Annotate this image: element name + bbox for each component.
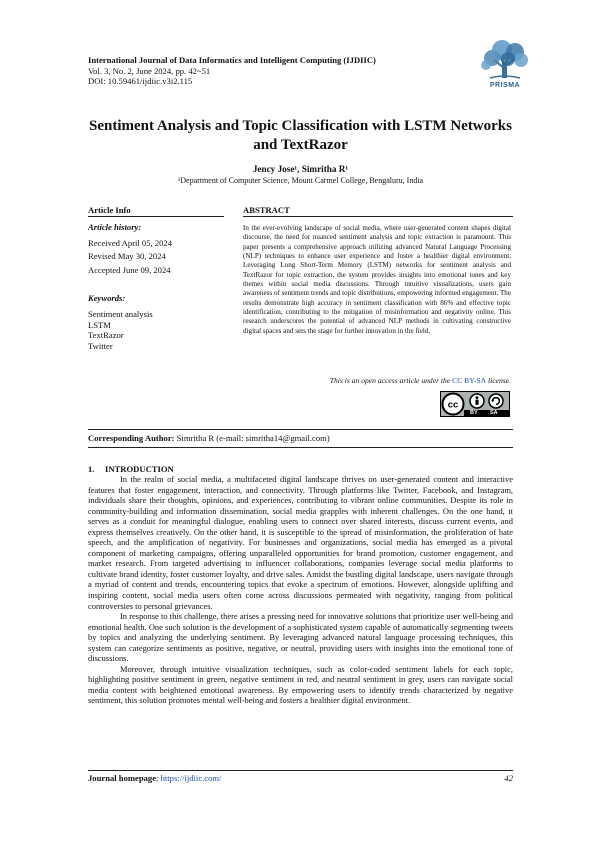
license-statement [243,376,511,385]
footer-rule [88,770,513,771]
homepage-link[interactable]: https://ijdiic.com/ [160,773,222,783]
license-suffix: license. [488,376,511,385]
intro-paragraph: In the realm of social media, a multifaceted digital landscape thrives on user-generated content and interactive features that foster engagement, interaction, and connectivity. Through platforms like Twitter, Facebook, and Instagram, individuals share their thoughts, opinions, and experiences, contributing to vibrant online communities. Despite its role in community-building and information dissemination, social media grapples with inherent challenges. On the one hand, it serves as a conduit for meaningful dialogue, enabling users to connect over shared interests, discuss current events, and express themselves creatively. On the other hand, it is susceptible to the spread of misinformation, the proliferation of hate speech, and the amplification of negativity. For businesses and organizations, social media has emerged as a pivotal component of marketing campaigns, offering unparalleled opportunities for brand promotion, customer engagement, and market research. From targeted advertising to influencer collaborations, companies leverage social media platforms to cultivate brand identity, foster customer loyalty, and drive sales. Amidst the bustling digital landscape, users navigate through a myriad of content and trends, encountering topics that evoke a spectrum of emotions. However, alongside uplifting and inspiring content, social media users often come across discussions permeated with negativity, ranging from political controversies to personal grievances. [88,474,513,611]
keywords-heading: Keywords: [88,293,126,304]
section-number: 1. [88,464,95,474]
affiliation: ¹Department of Computer Science, Mount Carmel College, Bengaluru, India [177,176,424,185]
abstract-rule [243,216,513,217]
corresponding-author [88,433,513,443]
homepage-label: Journal homepage [88,773,157,783]
corresponding-text: Simritha R (e-mail: simritha14@gmail.com) [176,433,330,443]
article-info-rule [88,216,224,217]
corresponding-top-rule [88,429,513,430]
cc-by-sa-link[interactable]: CC BY-SA [452,376,487,385]
revised-date: Revised May 30, 2024 [88,251,166,262]
article-info-column [88,222,224,351]
journal-name: International Journal of Data Informatics and Intelligent Computing (IJDIIC) [88,55,376,65]
keyword-item: Twitter [88,340,113,351]
keyword-item: LSTM [88,319,111,330]
abstract-text: In the ever-evolving landscape of social media, where user-generated content shapes digital discourse, the need for nuanced sentiment analysis and topic extraction is paramount. This paper presents a comprehensive approach utilizing advanced Natural Language Processing (NLP) techniques to enhance user experience and foster a healthier digital environment. Leveraging Long Short-Term Memory (LSTM) networks for sentiment analysis and TextRazor for topic extraction, the system provides insights into emotional tones and key themes within social media discussions. Through intuitive visualizations, users gain awareness of sentiment trends and topic distributions, empowering informed engagement. The results demonstrate high accuracy in sentiment classification with 86% and effective topic identification, contributing to the mitigation of misinformation and negativity online. This research underscores the potential of advanced NLP methods in cultivating constructive digital spaces and sets the stage for further innovation in the field. [243,224,511,335]
journal-header [88,55,468,87]
page-footer: Journal homepage: https://ijdiic.com/ 42 [88,773,513,783]
cc-sa-label: SA [490,410,498,416]
article-info-heading: Article Info [88,205,131,215]
tree-icon [472,38,538,82]
page-number: 42 [504,773,513,783]
keyword-item: Sentiment analysis [88,308,153,319]
corresponding-label: Corresponding Author: [88,433,175,443]
introduction-body [88,474,513,706]
volume-line: Vol. 3, No. 2, June 2024, pp. 42~51 [88,65,211,76]
abstract-heading: ABSTRACT [243,205,290,215]
paper-title: Sentiment Analysis and Topic Classification with LSTM Networks and TextRazor [89,118,512,153]
history-heading: Article history: [88,222,142,232]
logo-text: PRISMA [489,82,521,89]
prisma-tree-logo [472,38,538,92]
corresponding-bottom-rule [88,447,513,448]
license-prefix: This is an open access article under the [329,376,451,385]
accepted-date: Accepted June 09, 2024 [88,264,171,275]
section-heading [88,464,174,474]
svg-text:cc: cc [447,399,459,411]
keyword-item: TextRazor [88,330,124,341]
author-list: Jency Jose¹, Simritha R¹ [252,164,349,174]
cc-by-label: BY [470,410,478,416]
intro-paragraph: Moreover, through intuitive visualization techniques, such as color-coded sentiment labels for each topic, highlighting positive sentiment in green, negative sentiment in red, and neutral sentiment in grey, users can navigate social media content with heightened emotional awareness. By empowering users to identify trends characterized by negative sentiment, this solution promotes mental well-being and fosters a healthier digital environment. [88,663,513,706]
keywords-block [88,293,224,351]
doi-line: DOI: 10.59461/ijdiic.v3i2.115 [88,76,193,87]
section-title: INTRODUCTION [105,464,174,474]
cc-badge-labels [464,410,510,417]
received-date: Received April 05, 2024 [88,237,173,248]
intro-paragraph: In response to this challenge, there arises a pressing need for innovative solutions that prioritize user well-being and emotional health. One such solution is the development of a sophisticated system capable of automatically segmenting tweets by topics and analyzing the underlying sentiment. By leveraging advanced natural language processing techniques, this system can categorize sentiments as positive, negative, or neutral, providing users with insights into the emotional tone of discussions. [88,611,513,664]
